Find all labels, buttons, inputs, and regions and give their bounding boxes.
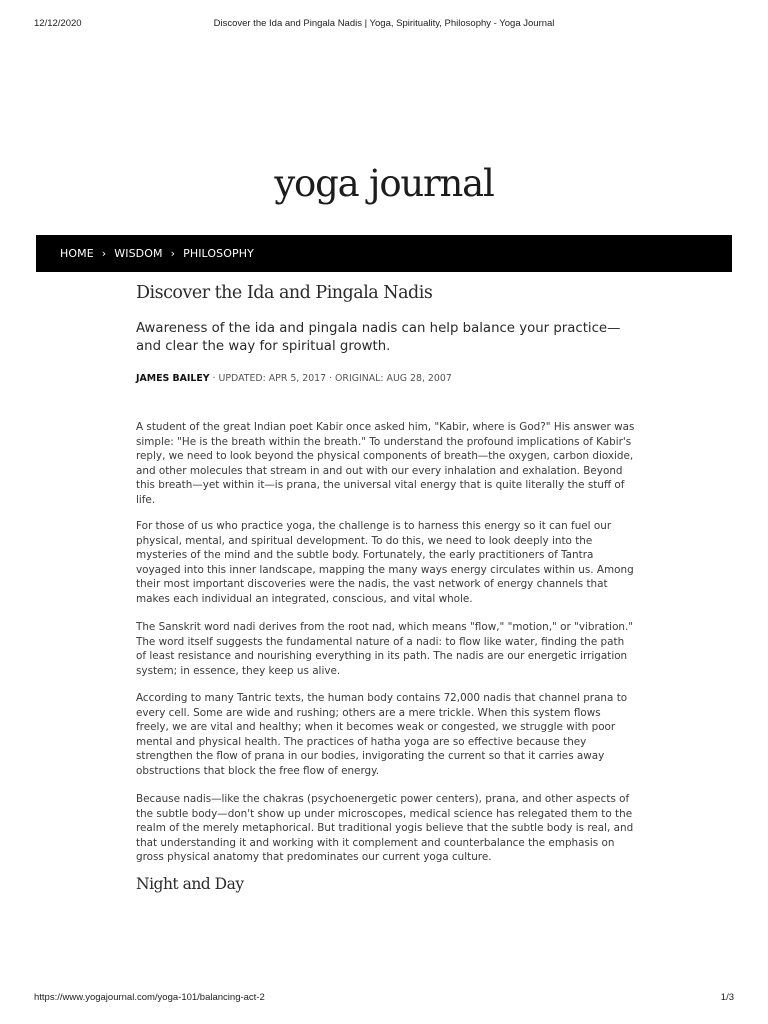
page-number: 1/3 <box>720 992 734 1003</box>
article-paragraph <box>136 519 636 607</box>
article-paragraph <box>136 420 636 508</box>
site-logo[interactable]: yoga journal <box>274 162 494 205</box>
chevron-right-icon: › <box>101 247 107 260</box>
breadcrumb-bar <box>36 235 732 272</box>
breadcrumb <box>36 247 254 260</box>
breadcrumb-home[interactable]: HOME <box>60 247 94 260</box>
print-footer <box>0 992 768 1006</box>
article-paragraph <box>136 792 636 865</box>
byline <box>136 373 452 384</box>
breadcrumb-wisdom[interactable]: WISDOM <box>114 247 163 260</box>
article-dates: · UPDATED: APR 5, 2017 · ORIGINAL: AUG 28, 2007 <box>212 373 452 384</box>
author-link[interactable]: JAMES BAILEY <box>136 373 210 384</box>
print-header <box>0 18 768 32</box>
paragraph-text: For those of us who practice yoga, the challenge is to harness this energy so it can fuel our physical, mental, and spiritual development. To do this, we need to look deeply into the mysteries of the mind and the subtle body. Fortunately, the early practitioners of Tantra voyaged into this inner landscape, mapping the many ways energy circulates within us. Among their most important discoveries were the nadis, the vast network of energy channels that makes each individual an integrated, conscious, and vital whole. <box>136 520 634 605</box>
print-url: https://www.yogajournal.com/yoga-101/balancing-act-2 <box>34 992 265 1003</box>
print-date: 12/12/2020 <box>34 18 82 29</box>
article-paragraph <box>136 620 636 678</box>
article-title: Discover the Ida and Pingala Nadis <box>136 283 433 303</box>
print-page-title: Discover the Ida and Pingala Nadis | Yoga, Spirituality, Philosophy - Yoga Journal <box>213 18 555 29</box>
paragraph-text: Because nadis—like the chakras (psychoenergetic power centers), prana, and other aspects of the subtle body—don't show up under microscopes, medical science has relegated them to the realm of the merely metaphorical. But traditional yogis believe that the subtle body is real, and that understanding it and working with it complement and counterbalance the emphasis on gross physical anatomy that predominates our current yoga culture. <box>136 793 634 864</box>
chevron-right-icon: › <box>170 247 176 260</box>
breadcrumb-philosophy[interactable]: PHILOSOPHY <box>183 247 254 260</box>
section-heading: Night and Day <box>136 875 244 893</box>
paragraph-text: According to many Tantric texts, the human body contains 72,000 nadis that channel prana to every cell. Some are wide and rushing; others are a mere trickle. When this system flows freely, we are vital and healthy; when it becomes weak or congested, we struggle with poor mental and physical health. The practices of hatha yoga are so effective because they strengthen the flow of prana in our bodies, invigorating the current so that it carries away obstructions that block the free flow of energy. <box>136 692 628 777</box>
article-paragraph <box>136 691 636 779</box>
paragraph-text: The Sanskrit word nadi derives from the root nad, which means "flow," "motion," or "vibration." The word itself suggests the fundamental nature of a nadi: to flow like water, finding the path of least resistance and nourishing everything in its path. The nadis are our energetic irrigation system; in essence, they keep us alive. <box>136 621 634 677</box>
article-subtitle: Awareness of the ida and pingala nadis can help balance your practice—and clear the way for spiritual growth. <box>136 321 621 354</box>
paragraph-text: A student of the great Indian poet Kabir once asked him, "Kabir, where is God?" His answer was simple: "He is the breath within the breath." To understand the profound implications of Kabir's reply, we need to look beyond the physical components of breath—the oxygen, carbon dioxide, and other molecules that stream in and out with our every inhalation and exhalation. Beyond this breath—yet within it—is prana, the universal vital energy that is quite literally the stuff of life. <box>136 421 635 506</box>
